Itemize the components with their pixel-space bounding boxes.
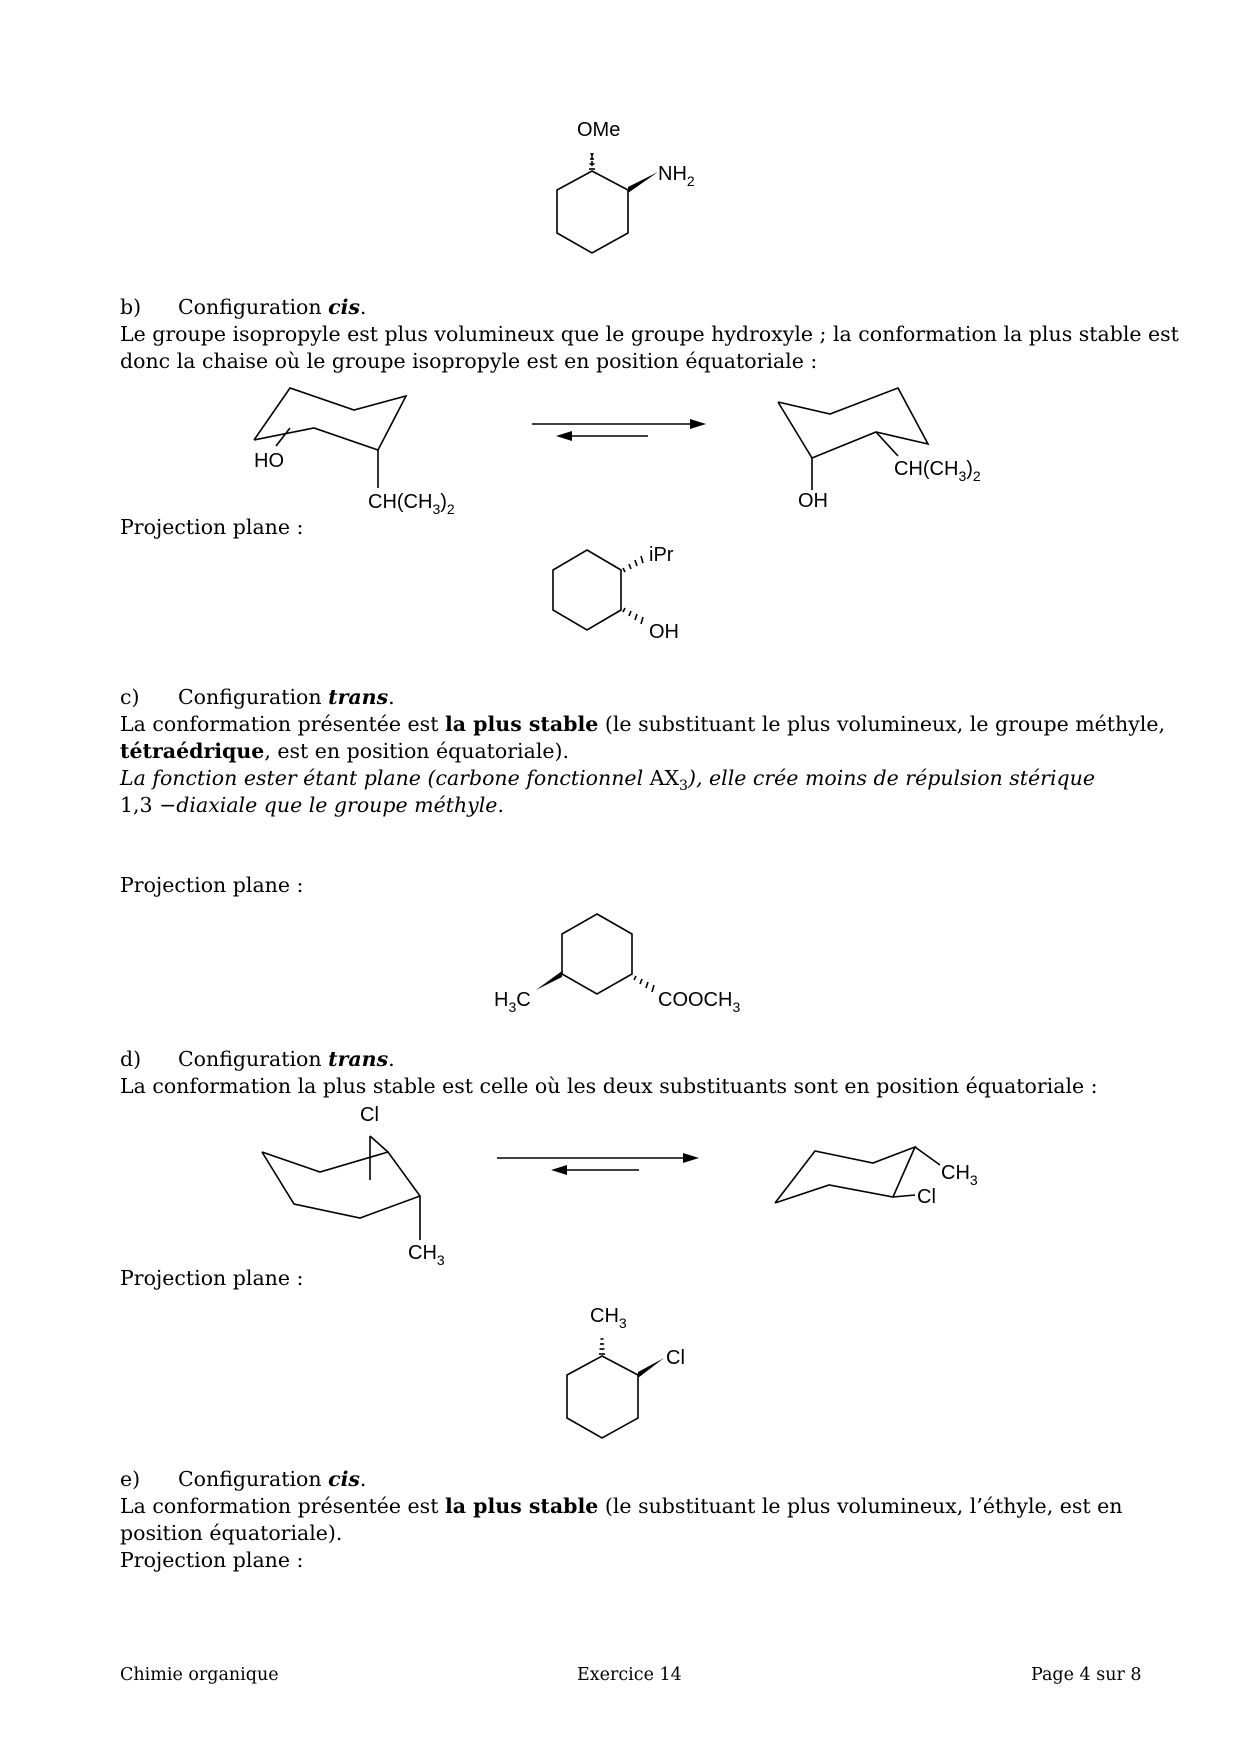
equilibrium-arrows-b bbox=[530, 415, 710, 445]
section-c-projection-label: Projection plane : bbox=[120, 873, 304, 897]
sub-ch3-sub: 3 bbox=[618, 1315, 627, 1331]
section-d-heading-emph: trans bbox=[328, 1047, 389, 1071]
section-c-heading-emph: trans bbox=[328, 685, 389, 709]
sub-oh: OH bbox=[798, 490, 828, 512]
section-b-line1: Le groupe isopropyle est plus volumineux que le groupe hydroxyle ; la conformation la plus stable est bbox=[120, 322, 1179, 346]
section-c-line1-c: (le substituant le plus volumineux, le groupe méthyle, bbox=[598, 712, 1166, 736]
sub-ipr-mid: ) bbox=[966, 458, 973, 480]
sub-ch3 bbox=[408, 1242, 445, 1268]
sub-ch3-main: CH bbox=[408, 1242, 437, 1264]
sub-ipr-sub1: 3 bbox=[958, 468, 967, 484]
equilibrium-arrows-d bbox=[495, 1150, 705, 1180]
section-b-heading-suffix: . bbox=[359, 295, 367, 319]
sub-ch3 bbox=[590, 1305, 627, 1331]
structure-d-projection bbox=[550, 1300, 740, 1450]
sub-ipr-main: CH(CH bbox=[894, 458, 959, 480]
section-d-projection-label: Projection plane : bbox=[120, 1266, 304, 1290]
structure-b-chair-2 bbox=[770, 380, 1030, 520]
section-e-line1 bbox=[120, 1493, 1122, 1520]
sub-ho: HO bbox=[254, 450, 284, 472]
section-c-line2 bbox=[120, 738, 569, 765]
structure-b-projection bbox=[545, 538, 745, 658]
sub-ipr bbox=[894, 458, 981, 484]
section-c-line3-sub: 3 bbox=[679, 778, 688, 795]
section-b-letter: b) bbox=[120, 295, 142, 319]
section-b-heading bbox=[120, 294, 366, 321]
sub-ipr-sub2: 2 bbox=[446, 501, 455, 517]
section-e-line1-a: La conformation présentée est bbox=[120, 1494, 445, 1518]
section-e-heading-suffix: . bbox=[359, 1467, 367, 1491]
section-c-line2-a: tétraédrique bbox=[120, 739, 265, 763]
section-d-heading bbox=[120, 1046, 395, 1073]
sub-cooch3-sub: 3 bbox=[732, 999, 741, 1015]
section-e-heading bbox=[120, 1466, 366, 1493]
sub-ipr-main: CH(CH bbox=[368, 491, 433, 513]
structure-d-chair-2 bbox=[765, 1125, 1015, 1235]
section-c-line3-a: La fonction ester étant plane (carbone fonctionnel bbox=[120, 766, 650, 790]
section-c-heading-suffix: . bbox=[388, 685, 395, 709]
sub-nh2-sub: 2 bbox=[686, 173, 695, 189]
section-c-line3-b: ), elle crée moins de répulsion stérique bbox=[687, 766, 1095, 790]
sub-nh2 bbox=[658, 163, 695, 189]
sub-cl: Cl bbox=[666, 1347, 685, 1369]
section-c-heading bbox=[120, 684, 395, 711]
sub-ome: OMe bbox=[577, 119, 621, 141]
section-c-letter: c) bbox=[120, 685, 140, 709]
section-b-line2: donc la chaise où le groupe isopropyle est en position équatoriale : bbox=[120, 349, 818, 373]
sub-ipr: iPr bbox=[649, 544, 674, 566]
sub-cl: Cl bbox=[360, 1104, 379, 1126]
sub-h3c-end: C bbox=[516, 989, 531, 1011]
section-c-line1-a: La conformation présentée est bbox=[120, 712, 445, 736]
sub-ipr-mid: ) bbox=[440, 491, 447, 513]
sub-ipr-sub1: 3 bbox=[432, 501, 441, 517]
sub-nh2-main: NH bbox=[658, 163, 687, 185]
section-e-line2: position équatoriale). bbox=[120, 1521, 343, 1545]
sub-h3c-main: H bbox=[494, 989, 509, 1011]
section-e-line1-b: la plus stable bbox=[444, 1494, 599, 1518]
sub-cl: Cl bbox=[917, 1186, 936, 1208]
footer-center: Exercice 14 bbox=[577, 1665, 682, 1685]
sub-ipr bbox=[368, 491, 455, 517]
section-d-heading-suffix: . bbox=[388, 1047, 395, 1071]
section-c-heading-prefix: Configuration bbox=[178, 685, 329, 709]
sub-oh: OH bbox=[649, 621, 679, 643]
section-e-projection-label: Projection plane : bbox=[120, 1548, 304, 1572]
structure-c-projection bbox=[480, 900, 780, 1040]
sub-ch3-main: CH bbox=[941, 1162, 970, 1184]
sub-cooch3-main: COOCH bbox=[658, 989, 733, 1011]
sub-cooch3 bbox=[658, 989, 740, 1015]
section-c-line1-b: la plus stable bbox=[444, 712, 599, 736]
section-c-line1 bbox=[120, 711, 1165, 738]
section-c-line4-a: 1,3 − bbox=[120, 793, 177, 817]
section-c-line4 bbox=[120, 792, 504, 819]
section-b-projection-label: Projection plane : bbox=[120, 515, 304, 539]
section-d-heading-prefix: Configuration bbox=[178, 1047, 329, 1071]
sub-ch3 bbox=[941, 1162, 978, 1188]
section-b-heading-prefix: Configuration bbox=[178, 295, 329, 319]
sub-h3c bbox=[494, 989, 531, 1015]
structure-d-chair-1 bbox=[250, 1100, 480, 1270]
section-e-letter: e) bbox=[120, 1467, 141, 1491]
section-c-line4-b: diaxiale que le groupe méthyle. bbox=[176, 793, 504, 817]
section-e-heading-prefix: Configuration bbox=[178, 1467, 329, 1491]
section-c-line3-ax: AX bbox=[649, 766, 680, 790]
sub-ch3-main: CH bbox=[590, 1305, 619, 1327]
section-e-heading-emph: cis bbox=[328, 1467, 360, 1491]
sub-ch3-sub: 3 bbox=[436, 1252, 445, 1268]
section-c-line2-b: , est en position équatoriale). bbox=[264, 739, 570, 763]
section-e-line1-c: (le substituant le plus volumineux, l’éthyle, est en bbox=[598, 1494, 1123, 1518]
structure-b-chair-1 bbox=[240, 380, 500, 520]
sub-ch3-sub: 3 bbox=[969, 1172, 978, 1188]
footer-right: Page 4 sur 8 bbox=[1031, 1665, 1142, 1685]
section-b-heading-emph: cis bbox=[328, 295, 360, 319]
footer-left: Chimie organique bbox=[120, 1665, 279, 1685]
section-d-letter: d) bbox=[120, 1047, 142, 1071]
sub-h3c-sub: 3 bbox=[508, 999, 517, 1015]
structure-a-projection bbox=[540, 115, 730, 275]
section-d-line1: La conformation la plus stable est celle où les deux substituants sont en position équatoriale : bbox=[120, 1074, 1098, 1098]
sub-ipr-sub2: 2 bbox=[972, 468, 981, 484]
